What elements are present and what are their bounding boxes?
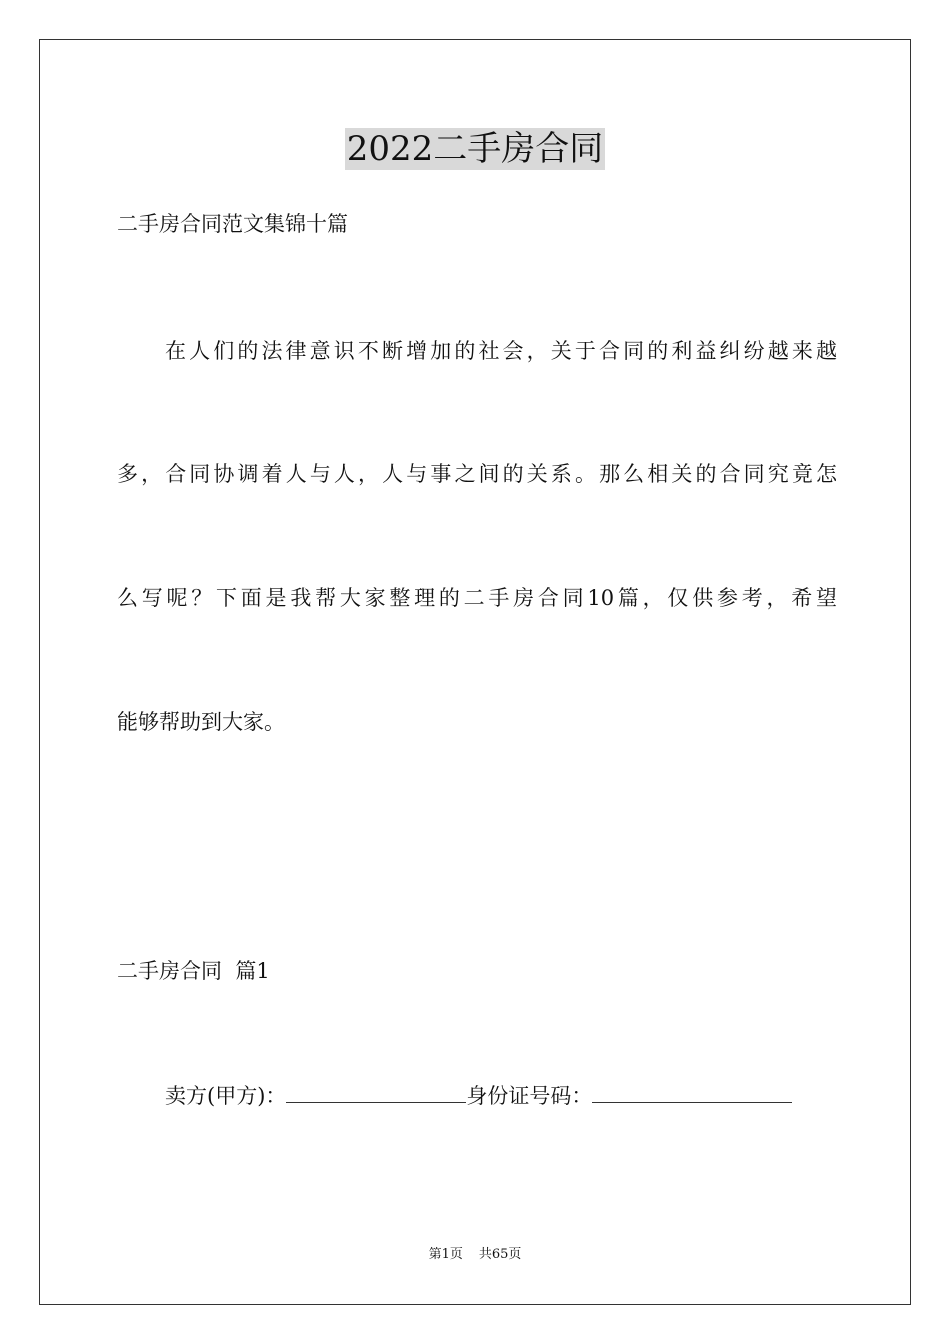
id-number-label: 身份证号码： <box>466 1084 593 1108</box>
intro-line-2: 多，合同协调着人与人，人与事之间的关系。那么相关的合同究竟怎 <box>117 462 837 486</box>
document-subtitle: 二手房合同范文集锦十篇 <box>117 212 348 236</box>
section-heading: 二手房合同 篇1 <box>117 959 270 983</box>
document-title: 2022二手房合同 <box>346 129 604 169</box>
page-number: 第1页 <box>428 1247 463 1262</box>
intro-line-3: 么写呢？下面是我帮大家整理的二手房合同10篇，仅供参考，希望 <box>117 586 837 610</box>
intro-line-1: 在人们的法律意识不断增加的社会，关于合同的利益纠纷越来越 <box>165 339 837 363</box>
document-title-wrap <box>0 128 950 170</box>
id-number-blank <box>592 1082 792 1103</box>
seller-name-blank <box>286 1082 466 1103</box>
seller-label: 卖方(甲方)： <box>165 1084 287 1108</box>
seller-info-row <box>117 1082 837 1110</box>
page-footer <box>0 1246 950 1264</box>
intro-line-4: 能够帮助到大家。 <box>117 710 285 734</box>
total-pages: 共65页 <box>478 1247 522 1262</box>
